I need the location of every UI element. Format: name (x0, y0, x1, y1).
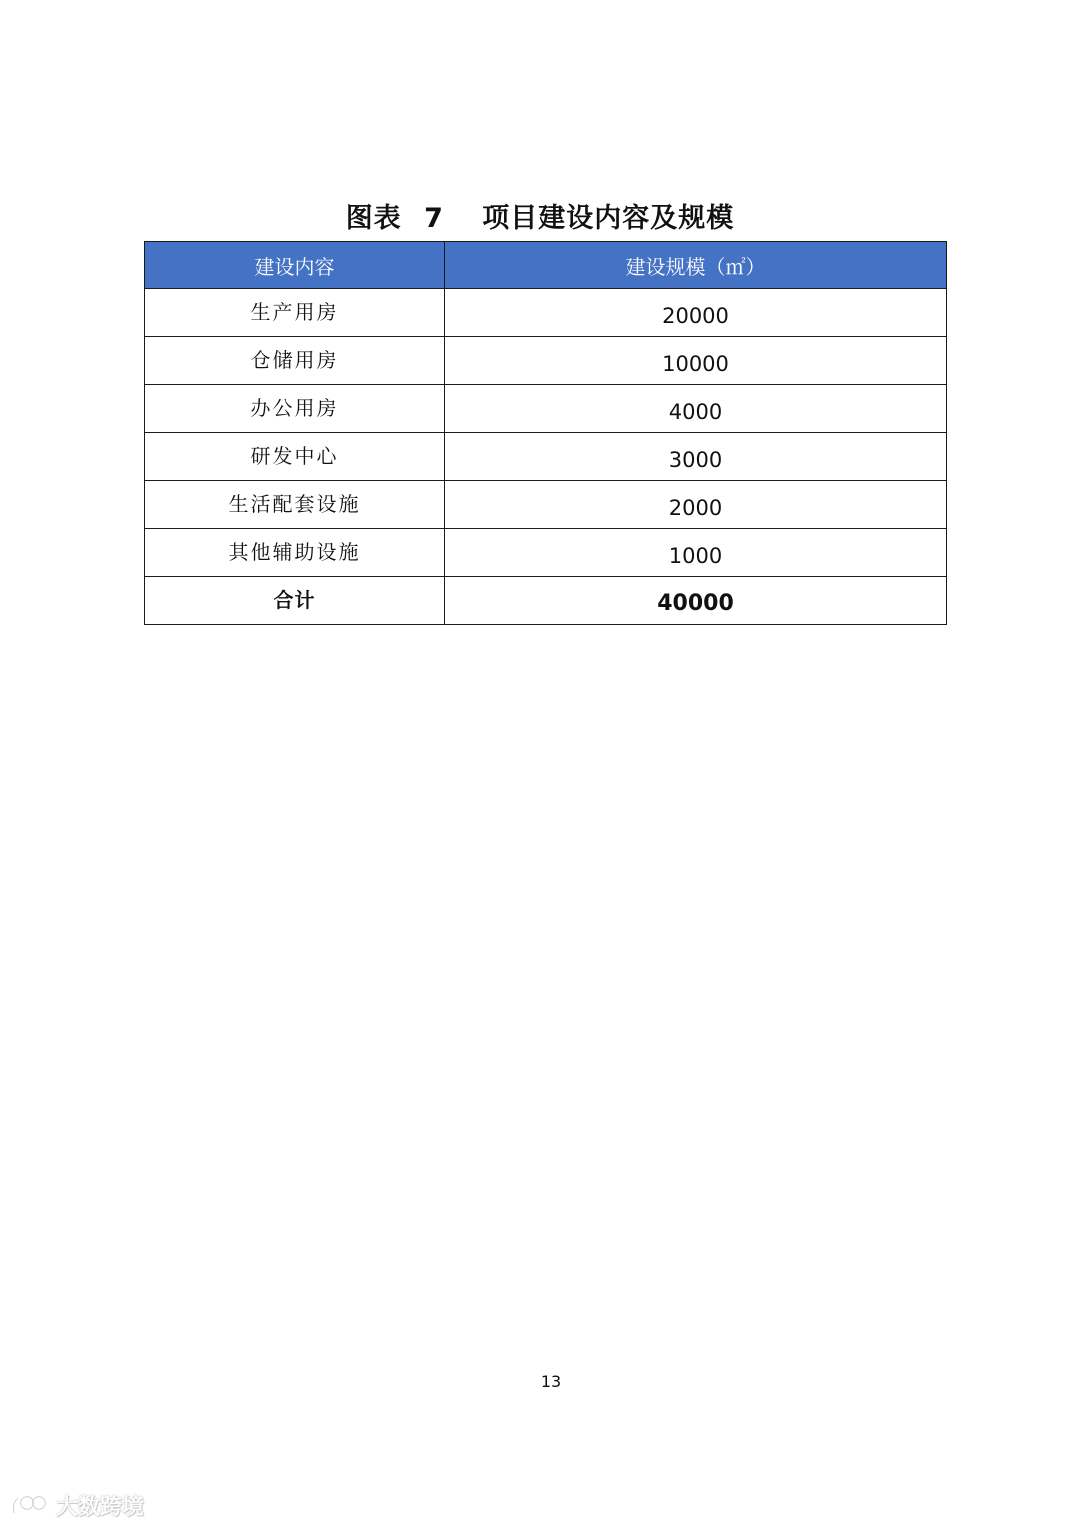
row-name: 仓储用房 (145, 337, 445, 385)
column-header-content: 建设内容 (145, 242, 445, 289)
page-number: 13 (540, 1372, 562, 1391)
caption-title: 项目建设内容及规模 (482, 203, 735, 234)
table-row (145, 433, 947, 481)
row-name: 生产用房 (145, 289, 445, 337)
row-value: 3000 (445, 433, 947, 481)
logo-icon (10, 1493, 50, 1519)
table-header-row (145, 242, 947, 289)
row-name: 办公用房 (145, 385, 445, 433)
total-row (145, 577, 947, 625)
column-header-scale: 建设规模（㎡） (445, 242, 947, 289)
total-label: 合计 (145, 577, 445, 625)
row-name: 其他辅助设施 (145, 529, 445, 577)
row-value: 4000 (445, 385, 947, 433)
row-value: 20000 (445, 289, 947, 337)
row-value: 10000 (445, 337, 947, 385)
caption-prefix: 图表 (345, 203, 402, 234)
construction-scale-table (144, 241, 947, 625)
row-name: 研发中心 (145, 433, 445, 481)
table-row (145, 529, 947, 577)
watermark (10, 1490, 144, 1521)
row-value: 2000 (445, 481, 947, 529)
table-row (145, 385, 947, 433)
table-row (145, 481, 947, 529)
total-value: 40000 (445, 577, 947, 625)
table-caption (0, 196, 1080, 235)
table-row (145, 337, 947, 385)
watermark-text: 大数跨境 (56, 1495, 145, 1520)
row-name: 生活配套设施 (145, 481, 445, 529)
table-row (145, 289, 947, 337)
caption-number: 7 (424, 203, 444, 234)
row-value: 1000 (445, 529, 947, 577)
